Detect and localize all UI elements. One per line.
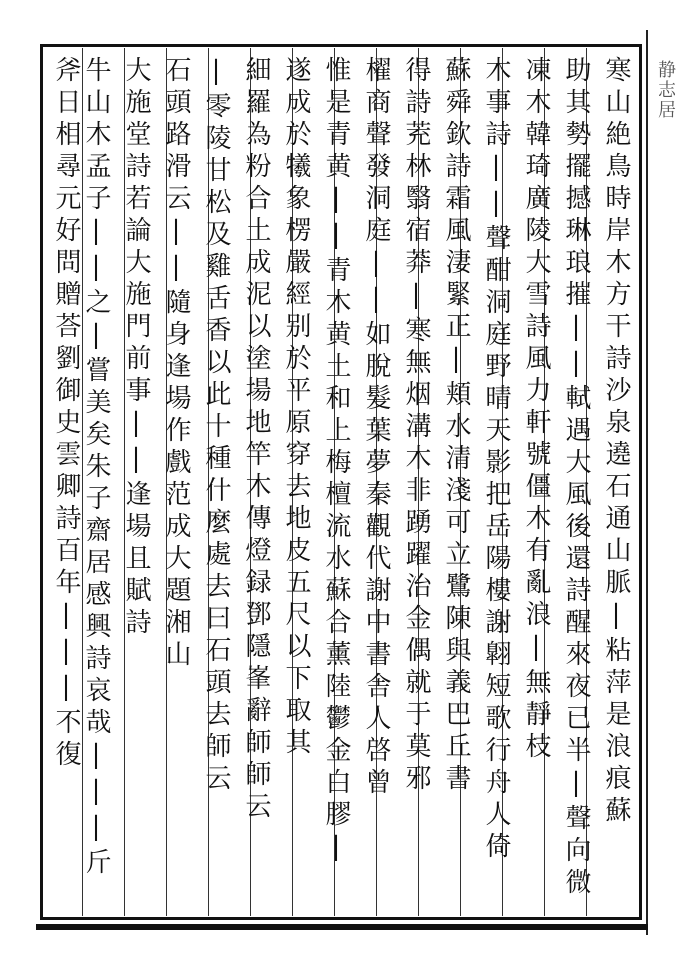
text-column: 遂成於犧象楞嚴經别於平原穿去地皮五尺以下取其 <box>281 56 311 760</box>
text-column: 得詩茺林翳宿莽|寒無烟溝木非踴躍治金偶就于莫邪 <box>401 56 431 796</box>
text-column: 凍木韓琦廣陵大雪詩風力軒號僵木有亂浪|無靜枝 <box>521 56 551 764</box>
text-column: 石頭路滑云||隨身逢場作戲范成大題湘山 <box>161 56 191 672</box>
text-column: 細羅為粉合土成泥以塗場地竿木傳燈録鄧隱峯辭師師云 <box>241 56 271 824</box>
text-column: 牛山木孟子||之|嘗美矣朱子齋居感興詩哀哉|||斤 <box>81 56 111 880</box>
text-column: 助其勢擺撼琳琅摧||軾遇大風後還詩醒來夜已半|聲向微 <box>561 56 591 900</box>
text-column: 木事詩||聲酣洞庭野晴天影把岳陽樓謝翺短歌行舟人倚 <box>481 56 511 864</box>
text-column: 惟是青黄||青木黄土和上梅檀流水蘇合薰陸鬱金白膠| <box>321 56 351 868</box>
text-column: 大施堂詩若論大施門前事||逢場且賦詩 <box>121 56 151 640</box>
text-column: |零陵甘松及雞舌香以此十種什麼處去曰石頭去師云 <box>201 56 231 796</box>
bottom-rule <box>36 924 648 930</box>
text-column: 斧日相尋元好問贈荅劉御史雲卿詩百年|||不復 <box>51 56 81 772</box>
text-column: 寒山絶鳥時岸木方干詩沙泉遶石通山脈|粘萍是浪痕蘇 <box>601 56 631 828</box>
page-margin-strip <box>646 30 678 935</box>
text-column: 櫂商聲發洞庭||如脫髮葉夢秦觀代謝中書舎人啓曾 <box>361 56 391 800</box>
text-column: 蘇舜欽詩霜風淒緊正|頬水清淺可立鷺陳與義巴丘書 <box>441 56 471 796</box>
margin-text: 静志居 <box>655 60 676 120</box>
